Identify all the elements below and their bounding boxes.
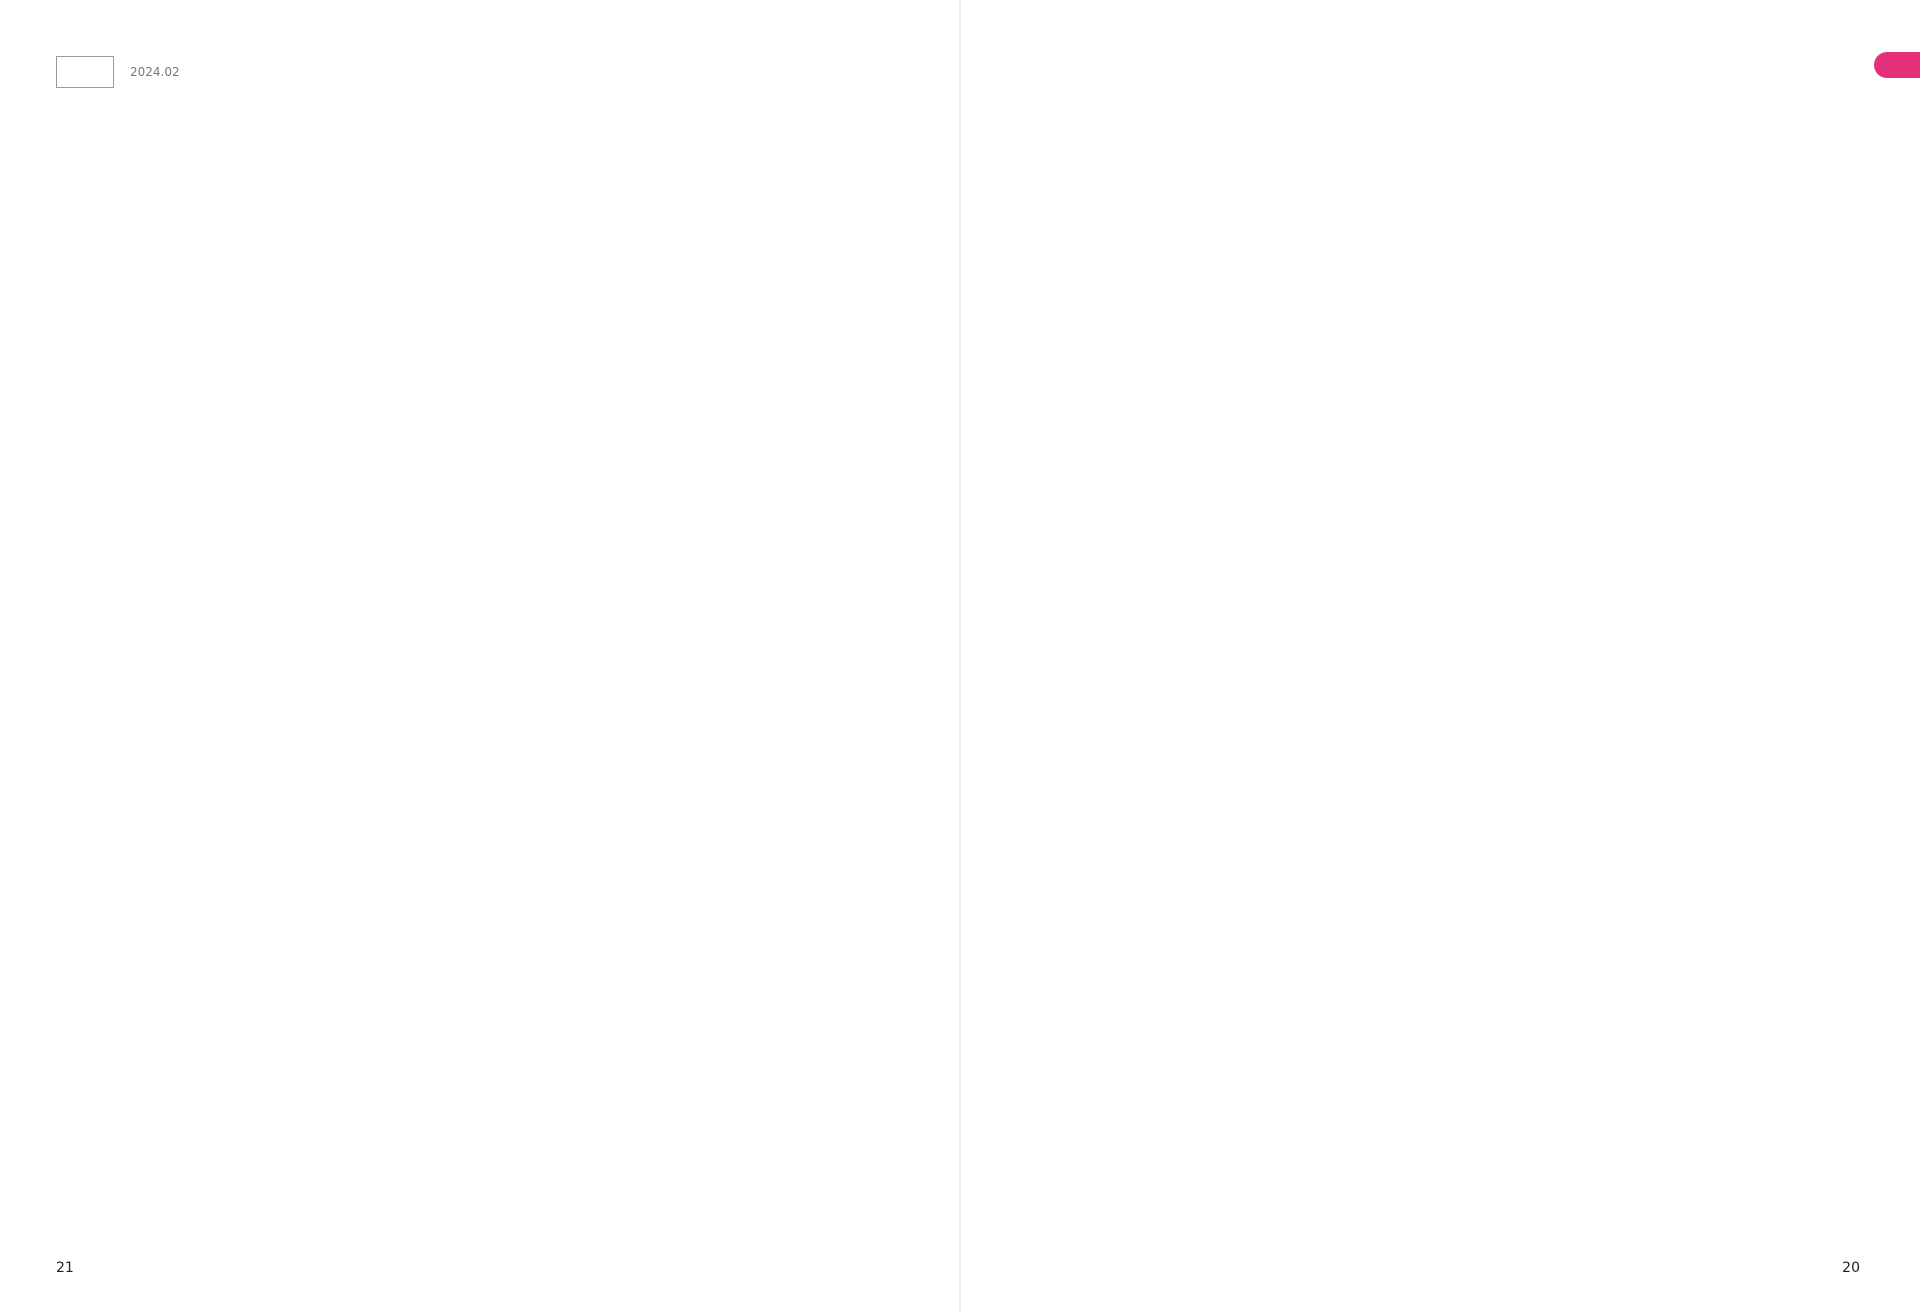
running-head: [1860, 52, 1920, 78]
column-left-outer: [80, 165, 450, 199]
masthead: [56, 56, 180, 88]
page-number: 21: [56, 1260, 74, 1276]
right-page: [960, 0, 1920, 1312]
page-number: 20: [1842, 1260, 1860, 1276]
issue-date: 2024.02: [130, 65, 180, 79]
column-right-outer: [1470, 165, 1830, 199]
magazine-logo: [56, 56, 114, 88]
pink-tab-marker: [1874, 52, 1920, 78]
